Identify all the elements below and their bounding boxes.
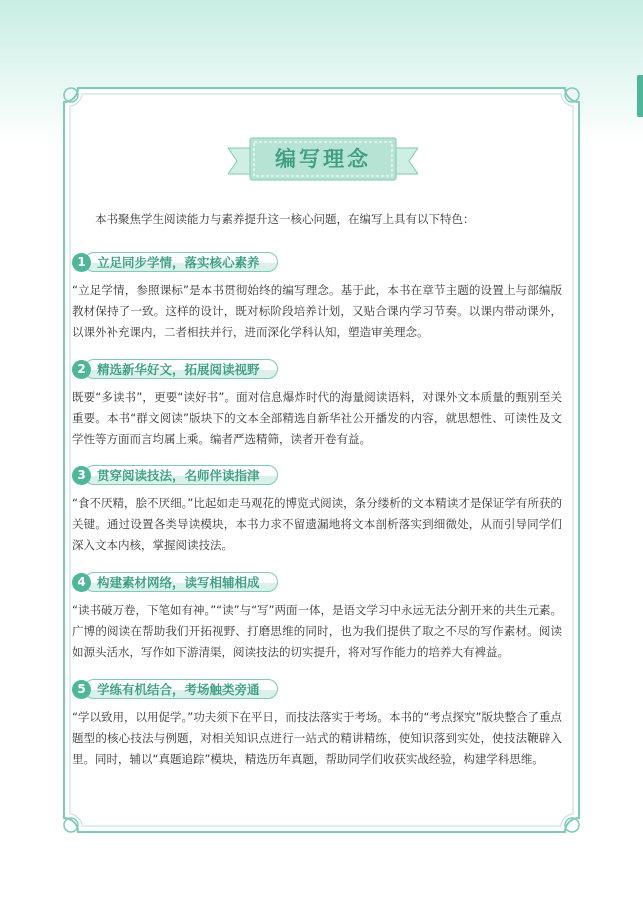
- section-body: “学以致用，以用促学。”功夫须下在平日，而技法落实于考场。本书的“考点探究”版块整合了重点题型的核心技法与例题，对相关知识点进行一站式的精讲精练，使知识落到实处，使技法鞭辟入里。同时，辅以“真题追踪”模块，精选历年真题，帮助同学们收获实战经验，构建学科思维。: [72, 710, 562, 766]
- section-4: [72, 570, 562, 663]
- section-heading: [72, 677, 292, 701]
- section-number-badge: 1: [72, 253, 91, 272]
- section-3: [72, 463, 562, 556]
- section-heading: [72, 250, 292, 274]
- section-number-badge: 2: [72, 360, 91, 379]
- section-body: “食不厌精，脍不厌细。”比起如走马观花的博览式阅读，条分缕析的文本精读才是保证学有所获的关键。通过设置各类导读模块，本书力求不留遗漏地将文本剖析落实到细微处，从而引导同学们深入文本内核，掌握阅读技法。: [72, 496, 562, 552]
- section-number-badge: 3: [72, 466, 91, 485]
- section-heading-label: 精选新华好文，拓展阅读视野: [97, 362, 260, 377]
- section-1: [72, 250, 562, 343]
- section-heading-label: 学练有机结合，考场触类旁通: [97, 682, 260, 697]
- title-banner: [228, 130, 418, 186]
- section-body: “读书破万卷，下笔如有神。”“读”与“写”两面一体，是语文学习中永远无法分割开来的共生元素。广博的阅读在帮助我们开拓视野、打磨思维的同时，也为我们提供了取之不尽的写作素材。阅读如源头活水，写作如下游清渠，阅读技法的切实提升，将对写作能力的培养大有裨益。: [72, 603, 562, 659]
- section-heading: [72, 463, 292, 487]
- intro-paragraph: 本书聚焦学生阅读能力与素养提升这一核心问题，在编写上具有以下特色：: [95, 212, 475, 226]
- section-heading: [72, 357, 292, 381]
- page-title: 编写理念: [275, 147, 371, 171]
- section-2: [72, 357, 562, 450]
- section-heading-label: 立足同步学情，落实核心素养: [97, 255, 260, 270]
- section-number-badge: 4: [72, 573, 91, 592]
- section-number-badge: 5: [72, 680, 91, 699]
- section-body: 既要“多读书”，更要“读好书”。面对信息爆炸时代的海量阅读语料，对课外文本质量的甄别至关重要。本书“群文阅读”版块下的文本全部精选自新华社公开播发的内容，就思想性、可读性及文学性等方面而言均属上乘。编者严选精筛，读者开卷有益。: [72, 390, 562, 446]
- section-heading-label: 构建素材网络，读写相辅相成: [97, 575, 260, 590]
- section-body: “立足学情，参照课标”是本书贯彻始终的编写理念。基于此，本书在章节主题的设置上与部编版教材保持了一致。这样的设计，既对标阶段培养计划，又贴合课内学习节奏。以课内带动课外，以课外补充课内，二者相扶并行，进而深化学科认知，塑造审美理念。: [72, 283, 562, 339]
- side-tab: [637, 75, 643, 117]
- section-heading-label: 贯穿阅读技法，名师伴读指津: [97, 468, 260, 483]
- section-5: [72, 677, 562, 770]
- section-heading: [72, 570, 292, 594]
